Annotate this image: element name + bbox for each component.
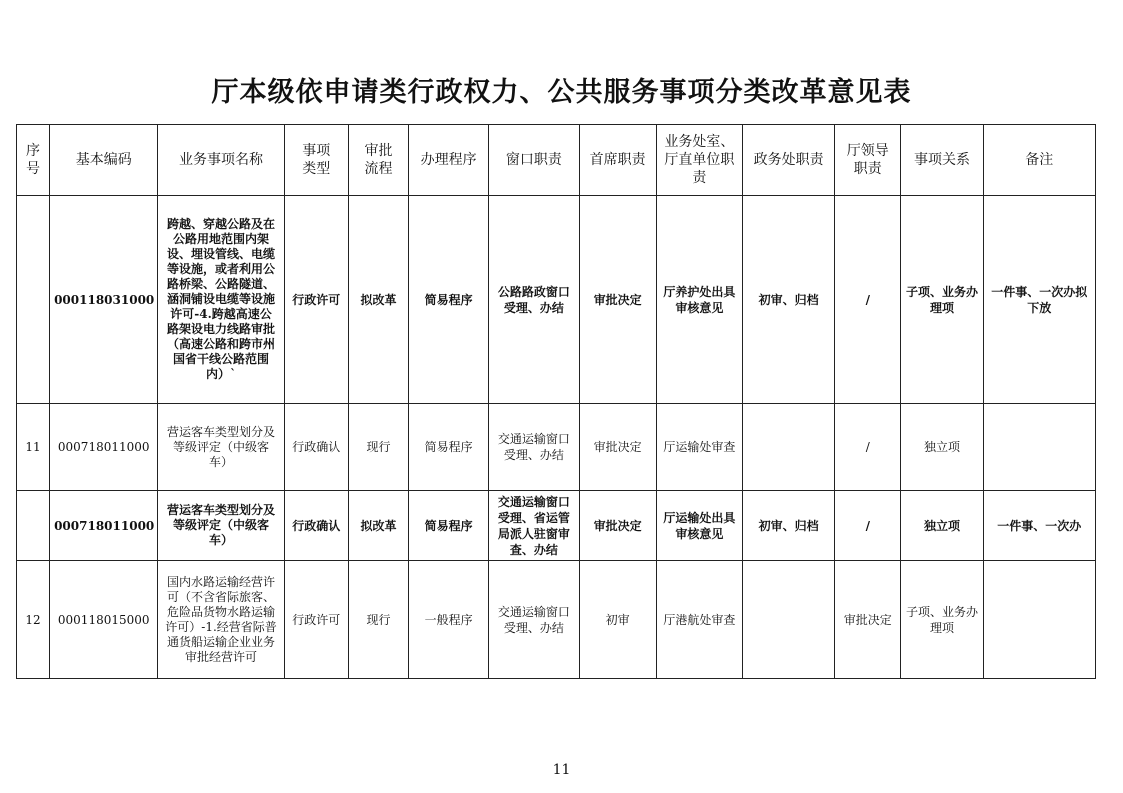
cell-dept-duty: 厅港航处审查 bbox=[656, 561, 742, 679]
cell-dept-duty: 厅运输处出具审核意见 bbox=[656, 491, 742, 561]
table-header-row bbox=[17, 125, 1096, 196]
header-approval-flow: 审批流程 bbox=[348, 125, 408, 196]
cell-window-duty: 公路路政窗口受理、办结 bbox=[489, 196, 579, 404]
cell-remarks: 一件事、一次办拟下放 bbox=[983, 196, 1095, 404]
cell-seq bbox=[17, 196, 50, 404]
header-leader-duty: 厅领导职责 bbox=[835, 125, 901, 196]
cell-chief-duty: 审批决定 bbox=[579, 491, 656, 561]
cell-item-type: 行政许可 bbox=[284, 196, 348, 404]
cell-remarks bbox=[983, 404, 1095, 491]
cell-approval-flow: 现行 bbox=[348, 404, 408, 491]
cell-item-type: 行政许可 bbox=[284, 561, 348, 679]
cell-gov-affairs-duty: 初审、归档 bbox=[742, 491, 834, 561]
reform-opinion-table bbox=[16, 124, 1096, 679]
header-item-type: 事项类型 bbox=[284, 125, 348, 196]
cell-gov-affairs-duty: 初审、归档 bbox=[742, 196, 834, 404]
cell-window-duty: 交通运输窗口受理、办结 bbox=[489, 404, 579, 491]
header-remarks: 备注 bbox=[983, 125, 1095, 196]
header-gov-affairs-duty: 政务处职责 bbox=[742, 125, 834, 196]
cell-chief-duty: 初审 bbox=[579, 561, 656, 679]
cell-procedure: 简易程序 bbox=[409, 404, 489, 491]
cell-procedure: 一般程序 bbox=[409, 561, 489, 679]
cell-relation: 独立项 bbox=[901, 491, 983, 561]
cell-window-duty: 交通运输窗口受理、省运管局派人驻窗审查、办结 bbox=[489, 491, 579, 561]
cell-gov-affairs-duty bbox=[742, 404, 834, 491]
table-row bbox=[17, 491, 1096, 561]
cell-seq: 12 bbox=[17, 561, 50, 679]
cell-code: 000118015000 bbox=[50, 561, 158, 679]
cell-chief-duty: 审批决定 bbox=[579, 404, 656, 491]
table-row bbox=[17, 196, 1096, 404]
page-number: 11 bbox=[552, 762, 571, 778]
cell-leader-duty: / bbox=[835, 196, 901, 404]
cell-procedure: 简易程序 bbox=[409, 491, 489, 561]
cell-seq: 11 bbox=[17, 404, 50, 491]
header-window-duty: 窗口职责 bbox=[489, 125, 579, 196]
cell-item-type: 行政确认 bbox=[284, 404, 348, 491]
cell-remarks bbox=[983, 561, 1095, 679]
cell-leader-duty: / bbox=[835, 404, 901, 491]
header-relation: 事项关系 bbox=[901, 125, 983, 196]
cell-code: 000118031000 bbox=[50, 196, 158, 404]
cell-item-name: 国内水路运输经营许可（不含省际旅客、危险品货物水路运输许可）-1.经营省际普通货船运输企业业务审批经营许可 bbox=[158, 561, 284, 679]
cell-item-name: 营运客车类型划分及等级评定（中级客车） bbox=[158, 491, 284, 561]
cell-code: 000718011000 bbox=[50, 491, 158, 561]
cell-approval-flow: 拟改革 bbox=[348, 196, 408, 404]
cell-dept-duty: 厅养护处出具审核意见 bbox=[656, 196, 742, 404]
cell-item-type: 行政确认 bbox=[284, 491, 348, 561]
cell-dept-duty: 厅运输处审查 bbox=[656, 404, 742, 491]
cell-code: 000718011000 bbox=[50, 404, 158, 491]
header-code: 基本编码 bbox=[50, 125, 158, 196]
cell-leader-duty: / bbox=[835, 491, 901, 561]
table-row bbox=[17, 561, 1096, 679]
header-dept-duty: 业务处室、厅直单位职责 bbox=[656, 125, 742, 196]
header-procedure: 办理程序 bbox=[409, 125, 489, 196]
table-row bbox=[17, 404, 1096, 491]
cell-relation: 独立项 bbox=[901, 404, 983, 491]
cell-relation: 子项、业务办理项 bbox=[901, 196, 983, 404]
cell-remarks: 一件事、一次办 bbox=[983, 491, 1095, 561]
cell-item-name: 跨越、穿越公路及在公路用地范围内架设、埋设管线、电缆等设施，或者利用公路桥梁、公路隧道、涵洞铺设电缆等设施许可-4.跨越高速公路架设电力线路审批（高速公路和跨市州国省干线公路范围内）` bbox=[158, 196, 284, 404]
cell-window-duty: 交通运输窗口受理、办结 bbox=[489, 561, 579, 679]
header-item-name: 业务事项名称 bbox=[158, 125, 284, 196]
cell-chief-duty: 审批决定 bbox=[579, 196, 656, 404]
cell-item-name: 营运客车类型划分及等级评定（中级客车） bbox=[158, 404, 284, 491]
cell-seq bbox=[17, 491, 50, 561]
header-seq: 序号 bbox=[17, 125, 50, 196]
cell-gov-affairs-duty bbox=[742, 561, 834, 679]
header-chief-duty: 首席职责 bbox=[579, 125, 656, 196]
cell-leader-duty: 审批决定 bbox=[835, 561, 901, 679]
cell-relation: 子项、业务办理项 bbox=[901, 561, 983, 679]
cell-procedure: 简易程序 bbox=[409, 196, 489, 404]
cell-approval-flow: 现行 bbox=[348, 561, 408, 679]
page-title: 厅本级依申请类行政权力、公共服务事项分类改革意见表 bbox=[211, 77, 912, 108]
cell-approval-flow: 拟改革 bbox=[348, 491, 408, 561]
